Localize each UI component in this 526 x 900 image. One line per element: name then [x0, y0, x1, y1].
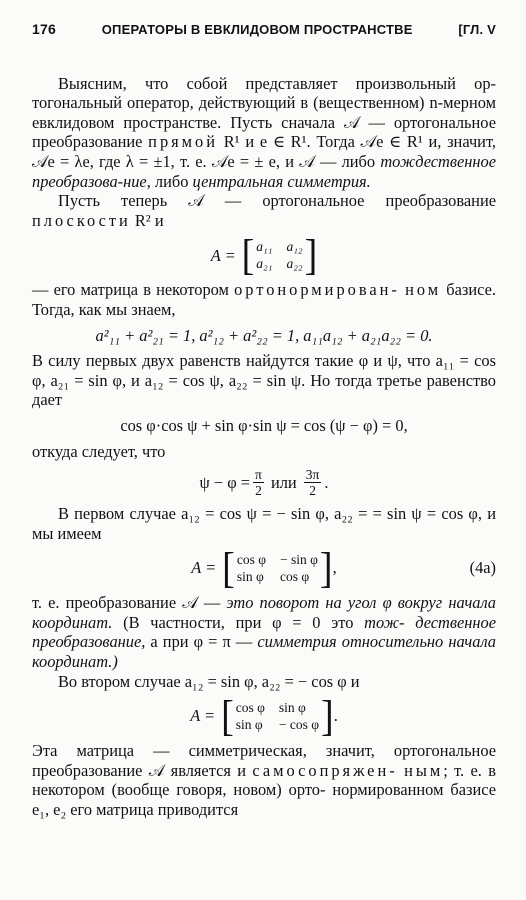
italic-term: относительно начала координат.) [32, 632, 496, 672]
paragraph-6 [32, 504, 496, 543]
text-line: т. е. 𝒜e = ± e, и 𝒜 — либо [180, 151, 381, 171]
text-line: — его матрица в некотором [32, 280, 235, 300]
paragraph-1 [32, 74, 496, 192]
paragraph-8: Во втором случае a₁₂ = sin φ, a₂₂ = − cos φ и [58, 671, 360, 691]
matrix-reflection [32, 692, 496, 741]
fraction [304, 467, 322, 498]
matrix-cell: cos φ [236, 552, 266, 568]
text-line: нормированном базисе e₁, e₂ его матрица приводится [32, 780, 496, 820]
text-line: т. е. преобразование 𝒜 — [32, 593, 227, 613]
fraction-denominator: 2 [309, 483, 316, 499]
fraction-numerator: π [255, 467, 262, 483]
text-line: В первом случае a₁₂ = cos ψ = − sin φ, a₂₂ = [58, 504, 368, 524]
italic-term: симметрия [257, 632, 337, 652]
text-line: а при φ = π — [145, 632, 258, 652]
paragraph-9 [32, 741, 496, 819]
matrix-cell: sin φ [236, 569, 264, 585]
matrix-label: A = [191, 558, 217, 578]
matrix-cell: − cos φ [278, 717, 320, 733]
spaced-term: ортонормирован- [234, 280, 400, 300]
text-line: Но тогда третье равенство дает [32, 370, 496, 410]
text-line: n-мерном евклидовом пространстве. Пусть сначала [32, 93, 496, 132]
text-line: (В частности, при φ = 0 это [112, 612, 365, 632]
paragraph-2 [32, 191, 496, 230]
matrix-label: A = [190, 706, 216, 726]
matrix-cell: cos φ [280, 569, 310, 585]
equation-cos-difference: cos φ·cos ψ + sin φ·sin ψ = cos (ψ − φ) = 0, [120, 415, 408, 435]
equation-end: . [324, 472, 329, 492]
text-line: R² и [130, 210, 164, 230]
text-line: В силу первых двух равенств найдутся такие φ и ψ, [32, 351, 402, 371]
italic-term: начала координат. [32, 593, 496, 632]
italic-term: дественное преобразование, [32, 612, 496, 652]
matrix-cell: a₁₂ [286, 239, 303, 255]
text-line: e ∈ R¹. Тогда 𝒜e ∈ R¹ и, значит, 𝒜e = λe, где λ = ±1, [32, 132, 496, 171]
page-header [32, 20, 496, 40]
running-title: ОПЕРАТОРЫ В ЕВКЛИДОВОМ ПРОСТРАНСТВЕ [101, 22, 413, 37]
italic-term: тождественное преобразова- [32, 151, 496, 191]
matrix-a-general [32, 231, 496, 280]
fraction-numerator: 3π [305, 467, 320, 483]
text-line: базисе. Тогда, как мы знаем, [32, 280, 496, 319]
paragraph-5: откуда следует, что [32, 441, 166, 461]
right-bracket: ] [319, 544, 333, 593]
italic-term: ние [123, 171, 147, 191]
left-bracket: [ [222, 544, 235, 593]
fraction-denominator: 2 [255, 483, 262, 499]
text-line: R¹ и [218, 132, 255, 152]
matrix-cell: sin φ [235, 717, 263, 733]
matrix-cell: − sin φ [280, 552, 318, 568]
italic-term: это поворот на угол φ вокруг [226, 593, 443, 613]
equation-number: (4a) [469, 558, 496, 578]
spaced-term: плоскости [32, 210, 131, 230]
equation-angle-difference [32, 467, 496, 498]
matrix-cell: a₂₁ [256, 256, 273, 272]
matrix [222, 544, 333, 593]
matrix [221, 692, 334, 741]
matrix-grid [234, 699, 321, 733]
right-bracket: ] [321, 692, 334, 741]
matrix-cell: a₂₂ [286, 256, 303, 272]
equation-end: , [332, 558, 337, 578]
text-line: , либо [146, 171, 193, 191]
text-line: = sin ψ = cos φ, и мы имеем [32, 504, 496, 543]
right-bracket: ] [304, 231, 318, 280]
text-line: тогональный оператор, действующий в (вещественном) [32, 93, 425, 113]
page-number: 176 [32, 21, 56, 37]
text-line: ; т. е. в некотором (вообще говоря, новом) орто- [32, 760, 496, 800]
matrix-cell: cos φ [235, 700, 265, 716]
matrix-rotation [32, 544, 496, 593]
matrix-grid [254, 238, 304, 272]
text-line: Выясним, что собой представляет произвольный ор- [58, 73, 496, 93]
spaced-term: ным [404, 760, 444, 780]
spaced-term: прямой [148, 132, 219, 152]
spaced-term: ном [405, 280, 442, 300]
left-bracket: [ [241, 231, 255, 280]
fraction [253, 467, 264, 498]
matrix-label: A = [210, 245, 236, 265]
matrix-cell: a₁₁ [256, 239, 273, 255]
italic-term: тож- [364, 612, 405, 632]
text-line: что a₁₁ = cos φ, a₂₁ = sin φ, и a₁₂ = cos ψ, a₂₂ = sin ψ. [32, 351, 496, 390]
paragraph-4 [32, 351, 496, 410]
equation-connector: или [266, 472, 301, 492]
equation-lhs: ψ − φ = [199, 472, 251, 492]
spaced-term: самосопряжен- [252, 760, 398, 780]
paragraph-7 [32, 593, 496, 671]
chapter-label: [ГЛ. V [458, 22, 496, 37]
matrix-grid [235, 551, 320, 585]
equation-end: . [333, 706, 338, 726]
paragraph-3 [32, 280, 496, 319]
text-line: Пусть теперь 𝒜 — ортогональное преобразование [58, 191, 496, 211]
text-line: преобразование 𝒜 является и [32, 760, 253, 780]
italic-term: центральная симметрия. [192, 171, 371, 191]
equation-orthogonality: a²₁₁ + a²₂₁ = 1, a²₁₂ + a²₂₂ = 1, a₁₁a₁₂ + a₂₁a₂₂ = 0. [95, 325, 433, 345]
left-bracket: [ [221, 692, 234, 741]
text-line: Эта матрица — симметрическая, значит, ортогональное [32, 741, 496, 761]
matrix-cell: sin φ [278, 700, 306, 716]
text-line: 𝒜 — ортогональное преобразование [32, 112, 496, 152]
matrix [241, 231, 318, 280]
